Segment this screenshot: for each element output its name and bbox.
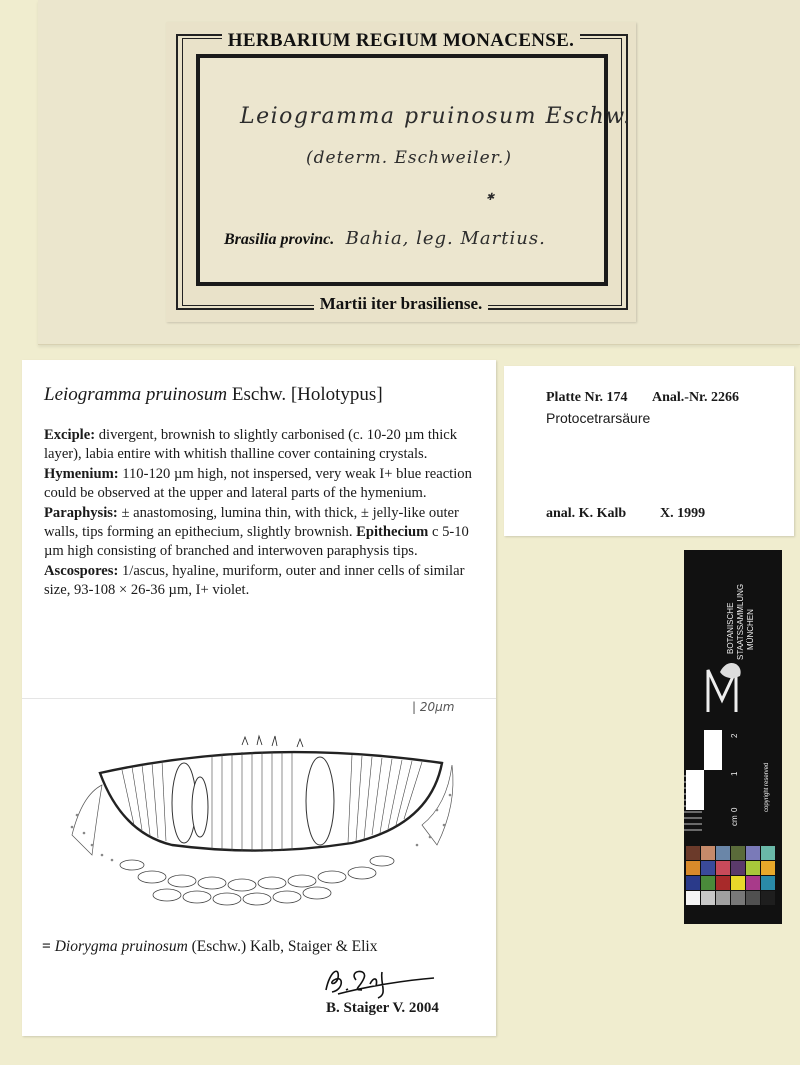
- scale-note: | 20µm: [412, 700, 455, 714]
- color-swatch: [746, 861, 760, 875]
- tick-2: 2: [730, 733, 739, 738]
- synonym-line: = Diorygma pruinosum (Eschw.) Kalb, Staiger & Elix: [42, 938, 378, 955]
- historical-label: [166, 22, 636, 322]
- hymenium-paragraph: Hymenium: 110-120 µm high, not inspersed, very weak I+ blue reaction could be observed at the upper and lateral parts of the hymenium.: [44, 465, 472, 502]
- label-frame-inner: [196, 54, 608, 286]
- tick-0: 0: [730, 807, 739, 812]
- color-swatch: [731, 861, 745, 875]
- color-swatch: [701, 876, 715, 890]
- color-swatch: [746, 846, 760, 860]
- color-swatch: [716, 891, 730, 905]
- locality-printed: Brasilia provinc.: [224, 231, 335, 248]
- tick-1: 1: [730, 771, 739, 776]
- substance-name: Protocetrarsäure: [546, 410, 651, 426]
- color-swatch: [746, 876, 760, 890]
- color-swatch: [716, 876, 730, 890]
- handwritten-signature: [318, 960, 438, 1000]
- color-swatch: [731, 891, 745, 905]
- color-swatch: [701, 846, 715, 860]
- color-swatch: [701, 861, 715, 875]
- copyright-note: copyright reserved: [764, 762, 770, 812]
- locality-handwritten: Bahia, leg. Martius.: [345, 228, 546, 249]
- color-scale-card: [684, 550, 782, 924]
- color-swatch: [701, 891, 715, 905]
- color-swatch: [761, 876, 775, 890]
- institution-logo-icon: [708, 663, 741, 712]
- analysis-date: X. 1999: [660, 506, 706, 521]
- color-swatch: [731, 846, 745, 860]
- color-swatch: [716, 861, 730, 875]
- exciple-paragraph: Exciple: divergent, brownish to slightly carbonised (c. 10-20 µm thick layer), labia entire with whitish thalline cover containing crystals.: [44, 427, 458, 463]
- locality-line: [224, 228, 546, 249]
- color-swatch: [686, 846, 700, 860]
- color-swatch: [761, 846, 775, 860]
- color-swatch: [686, 876, 700, 890]
- color-swatch: [686, 861, 700, 875]
- herbarium-header: HERBARIUM REGIUM MONACENSE.: [166, 30, 636, 52]
- description-card: [22, 360, 496, 1036]
- signature-text: B. Staiger V. 2004: [326, 1000, 439, 1016]
- ink-mark: ✱: [486, 192, 495, 203]
- expedition-footer: Martii iter brasiliense.: [166, 294, 636, 314]
- analyst: anal. K. Kalb: [546, 506, 627, 521]
- analysis-number: Anal.-Nr. 2266: [652, 390, 739, 405]
- ruler: [684, 730, 722, 830]
- color-swatch: [686, 891, 700, 905]
- color-swatch: [731, 876, 745, 890]
- title-species: Leiogramma pruinosum: [44, 384, 228, 405]
- handwritten-determination: (determ. Eschweiler.): [306, 148, 512, 168]
- color-swatch: [761, 891, 775, 905]
- unit-label: cm: [730, 815, 739, 826]
- description-body: [44, 426, 482, 601]
- color-swatch: [716, 846, 730, 860]
- card-fold-line: [22, 698, 496, 699]
- handwritten-species-name: Leiogramma pruinosum Eschw.: [240, 104, 632, 129]
- institution-line-3: MÜNCHEN: [746, 609, 755, 650]
- title-author: Eschw. [Holotypus]: [231, 384, 383, 405]
- institution-line-2: STAATSSAMMLUNG: [736, 583, 745, 660]
- analysis-card: [504, 366, 794, 536]
- color-swatches: [686, 846, 775, 905]
- apothecium-section-drawing: [52, 715, 472, 925]
- color-swatch: [761, 861, 775, 875]
- paraphysis-paragraph: Paraphysis: ± anastomosing, lumina thin, with thick, ± jelly-like outer walls, tips forming an epithecium, slightly brownish. Epithecium c 5-10 µm high consisting of branched and interwoven paraphysis tips.: [44, 504, 469, 560]
- ascospores-paragraph: Ascospores: 1/ascus, hyaline, muriform, outer and inner cells of similar size, 93-108 × 26-36 µm, I+ violet.: [44, 562, 465, 599]
- color-swatch: [746, 891, 760, 905]
- institution-line-1: BOTANISCHE: [726, 602, 735, 654]
- card-title: [44, 384, 383, 406]
- platte-number: Platte Nr. 174: [546, 390, 628, 405]
